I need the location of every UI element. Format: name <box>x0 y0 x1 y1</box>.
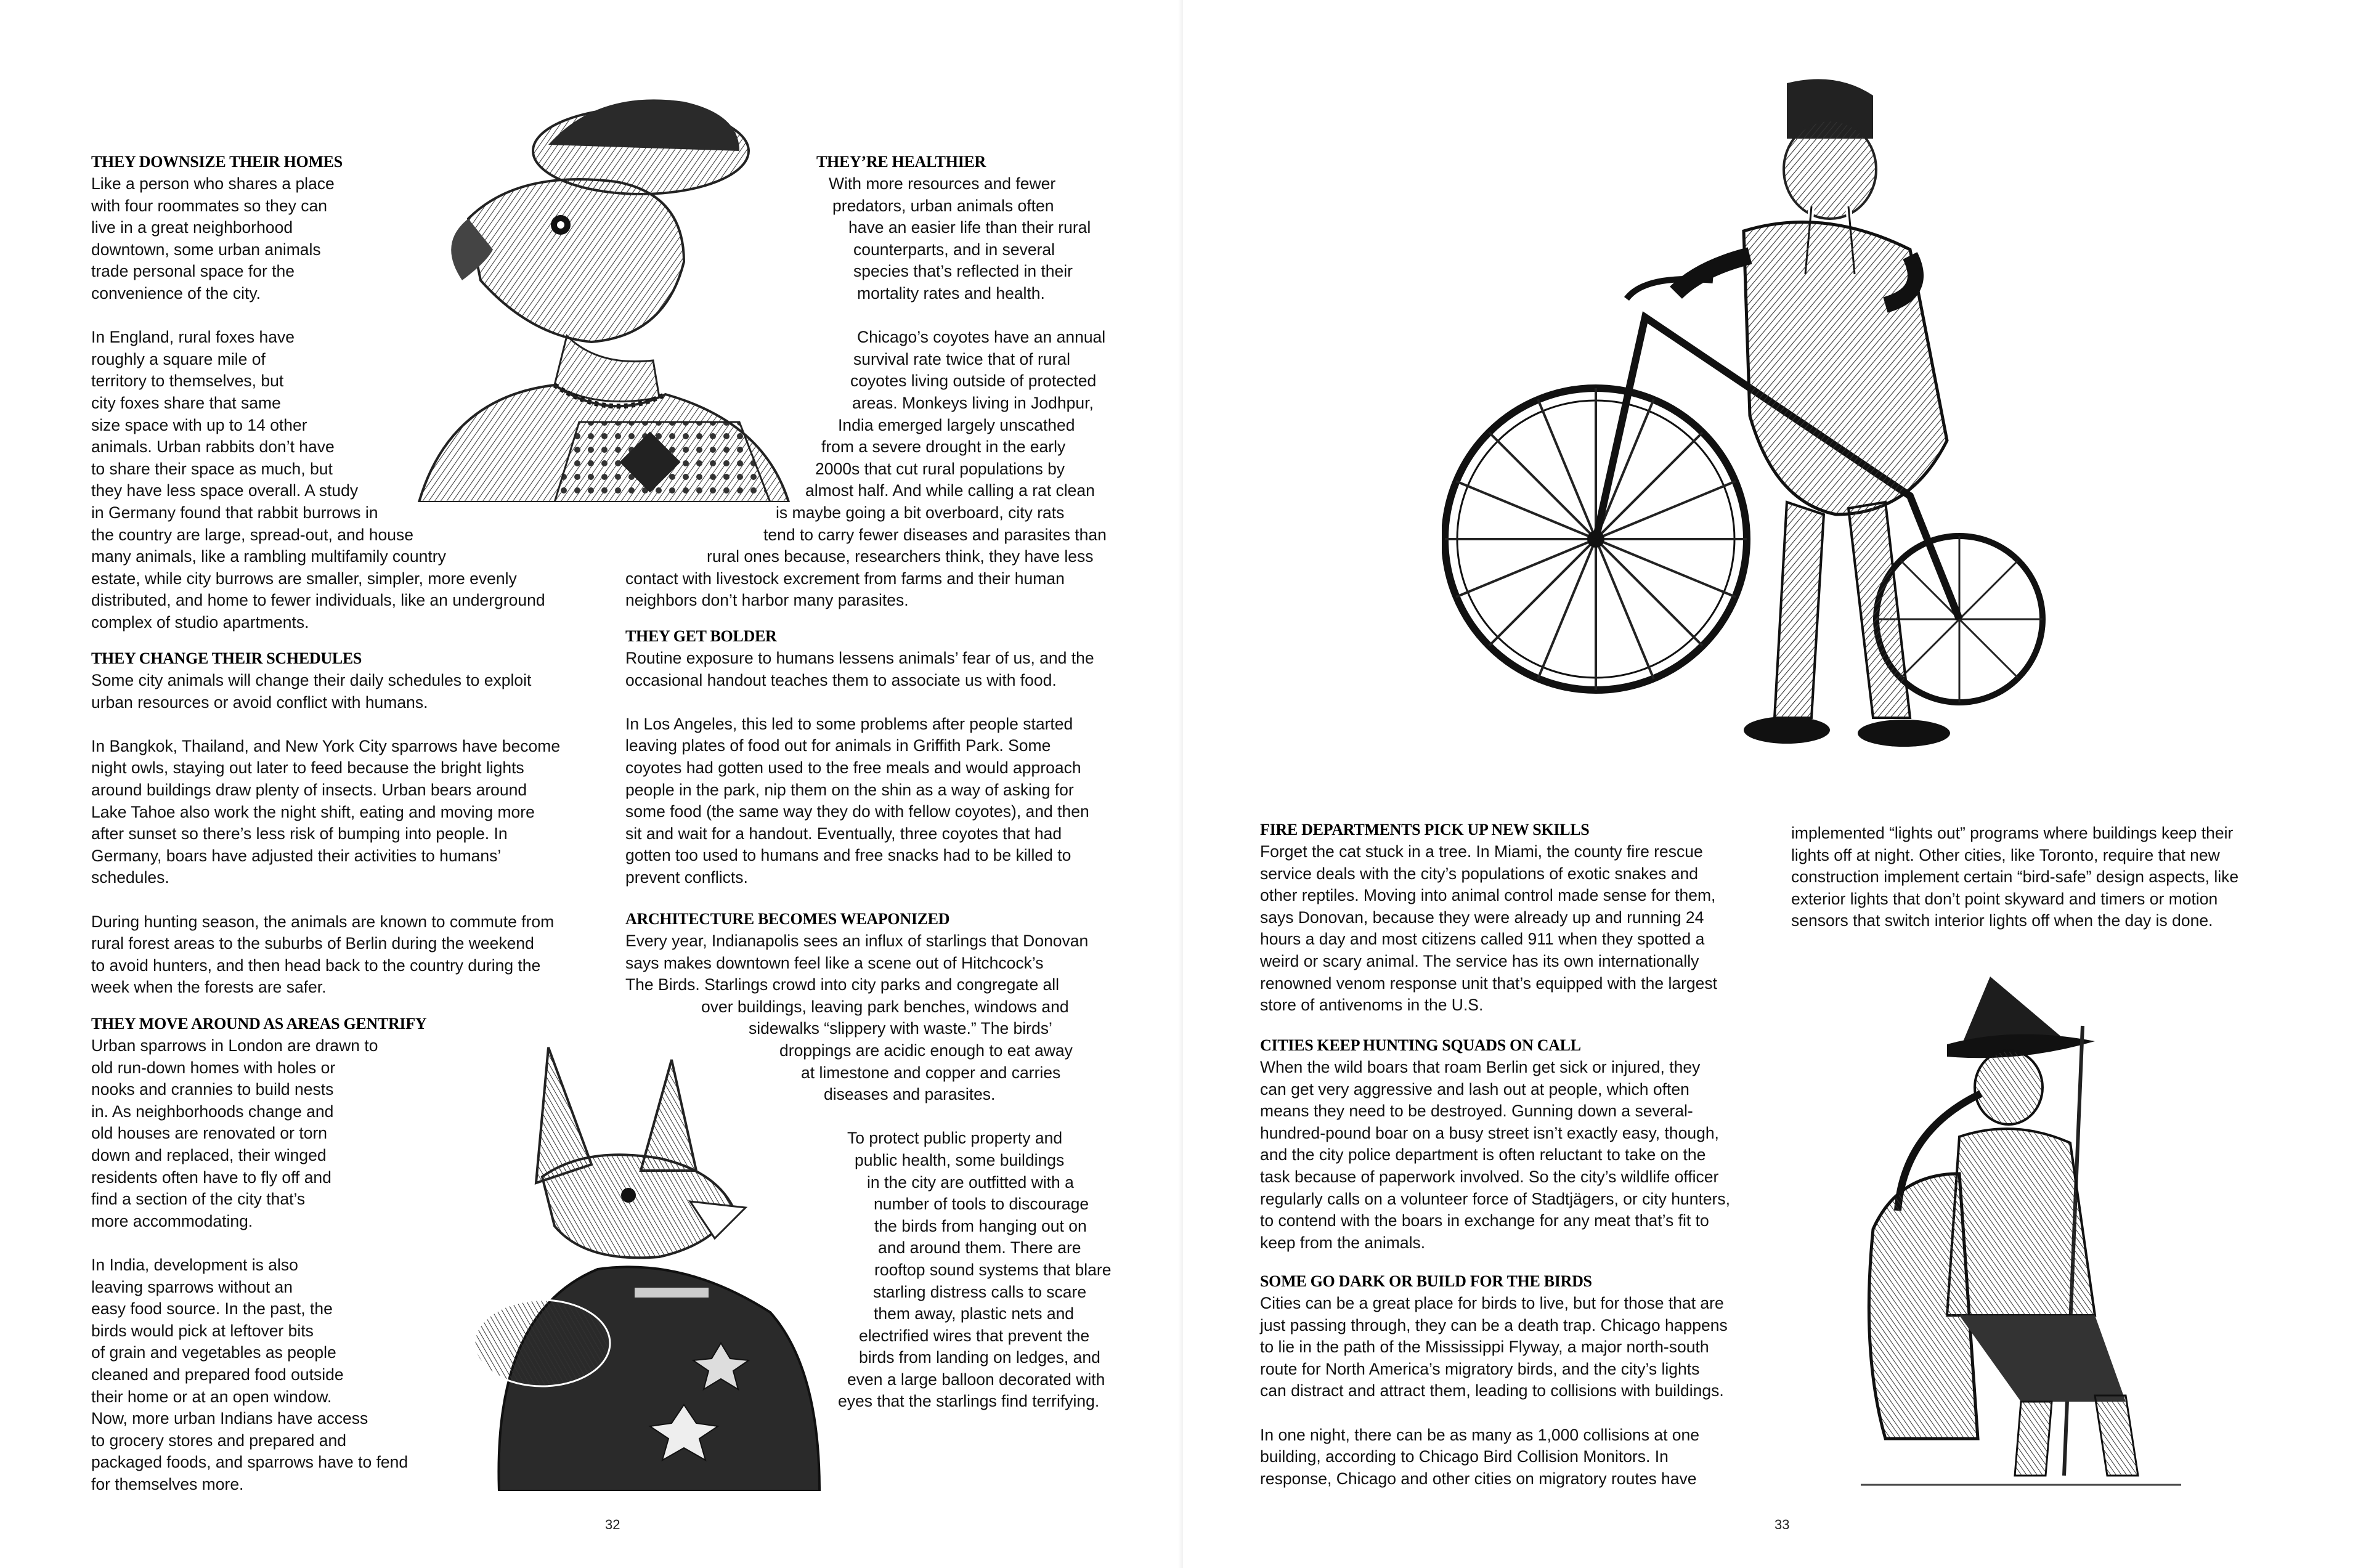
paragraph <box>91 736 560 889</box>
text-line: the country are large, spread-out, and house <box>91 525 413 544</box>
paragraph <box>91 670 560 713</box>
section-heading: FIRE DEPARTMENTS PICK UP NEW SKILLS <box>1260 821 1590 839</box>
text-line: their home or at an open window. <box>91 1387 332 1406</box>
text-line: is maybe going a bit overboard, city rats <box>776 503 1065 522</box>
paragraph <box>625 713 1094 889</box>
section-heading: THEY DOWNSIZE THEIR HOMES <box>91 153 343 171</box>
section-bolder <box>625 626 1094 889</box>
text-line: almost half. And while calling a rat clean <box>805 481 1095 500</box>
paragraph <box>91 911 560 999</box>
text-line: species that’s reflected in their <box>853 262 1073 281</box>
text-line: service deals with the city’s populations of exotic snakes and <box>1260 864 1698 883</box>
text-line: in the city are outfitted with a <box>867 1172 1074 1192</box>
text-line: In Bangkok, Thailand, and New York City sparrows have become <box>91 736 561 755</box>
text-line: survival rate twice that of rural <box>853 349 1070 368</box>
section-heading: THEY MOVE AROUND AS AREAS GENTRIFY <box>91 1015 427 1033</box>
text-line: rural ones because, researchers think, they have less <box>707 547 1094 566</box>
text-line: to grocery stores and prepared and <box>91 1431 346 1450</box>
text-line: of grain and vegetables as people <box>91 1343 336 1362</box>
text-line: areas. Monkeys living in Jodhpur, <box>852 393 1094 412</box>
paragraph <box>91 1035 426 1232</box>
text-line: with four roommates so they can <box>91 196 327 215</box>
text-line: With more resources and fewer <box>829 174 1056 193</box>
text-line: hundred-pound boar on a busy street isn’t exactly easy, though, <box>1260 1123 1719 1142</box>
text-line: in. As neighborhoods change and <box>91 1102 334 1121</box>
text-line: cleaned and prepared food outside <box>91 1365 344 1384</box>
paragraph <box>625 1127 1124 1413</box>
text-line: Forget the cat stuck in a tree. In Miami, the county fire rescue <box>1260 842 1703 861</box>
text-line: exterior lights that don’t point skyward and timers or motion <box>1791 889 2218 908</box>
text-line: construction implement certain “bird-safe” design aspects, like <box>1791 867 2239 887</box>
text-line: the birds from hanging out on <box>874 1216 1087 1235</box>
section-heading: THEY CHANGE THEIR SCHEDULES <box>91 649 362 667</box>
text-line: have an easier life than their rural <box>848 218 1091 237</box>
text-line: says Donovan, because they were already up and running 24 <box>1260 908 1704 927</box>
text-line: To protect public property and <box>847 1129 1063 1148</box>
text-line: In one night, there can be as many as 1,000 collisions at one <box>1260 1425 1700 1444</box>
text-line: Chicago’s coyotes have an annual <box>857 328 1106 347</box>
text-line: electrified wires that prevent the <box>859 1326 1090 1345</box>
paragraph <box>625 327 1124 612</box>
paragraph <box>625 173 1124 305</box>
text-line: size space with up to 14 other <box>91 415 307 434</box>
text-line: more accommodating. <box>91 1211 253 1230</box>
text-line: down and replaced, their winged <box>91 1145 327 1164</box>
text-line: around buildings draw plenty of insects. Urban bears around <box>91 780 527 799</box>
section-heading: ARCHITECTURE BECOMES WEAPONIZED <box>625 910 950 928</box>
text-line: Like a person who shares a place <box>91 174 335 193</box>
text-line: Germany, boars have adjusted their activities to humans’ <box>91 846 502 865</box>
text-line: convenience of the city. <box>91 283 261 303</box>
section-healthier <box>625 152 1124 612</box>
text-line: Cities can be a great place for birds to live, but for those that are <box>1260 1294 1724 1312</box>
text-line: complex of studio apartments. <box>91 612 309 632</box>
text-line: live in a great neighborhood <box>91 218 293 237</box>
text-line: easy food source. In the past, the <box>91 1299 333 1318</box>
section-heading: THEY’RE HEALTHIER <box>816 153 986 171</box>
text-line: contact with livestock excrement from farms and their human <box>625 569 1065 588</box>
text-line: nooks and crannies to build nests <box>91 1080 334 1099</box>
section-downsize <box>91 152 545 633</box>
text-line: Routine exposure to humans lessens animals’ fear of us, and the <box>625 649 1094 667</box>
text-line: says makes downtown feel like a scene out of Hitchcock’s <box>625 953 1044 972</box>
text-line: Some city animals will change their daily schedules to exploit <box>91 671 532 689</box>
paragraph <box>1260 1424 1728 1490</box>
text-line: response, Chicago and other cities on migratory routes have <box>1260 1469 1697 1488</box>
text-line: building, according to Chicago Bird Collision Monitors. In <box>1260 1447 1669 1466</box>
section-heading: CITIES KEEP HUNTING SQUADS ON CALL <box>1260 1036 1581 1054</box>
text-line: people in the park, nip them on the shin as a way of asking for <box>625 780 1074 799</box>
paragraph <box>1260 841 1717 1017</box>
text-line: trade personal space for the <box>91 262 295 281</box>
text-line: diseases and parasites. <box>824 1085 996 1104</box>
text-line: they have less space overall. A study <box>91 481 359 500</box>
text-line: birds would pick at leftover bits <box>91 1321 314 1340</box>
text-line: old houses are renovated or torn <box>91 1124 328 1143</box>
text-line: other reptiles. Moving into animal control made sense for them, <box>1260 886 1716 905</box>
text-line: coyotes had gotten used to the free meals and would approach <box>625 758 1081 777</box>
text-line: implemented “lights out” programs where buildings keep their <box>1791 824 2234 842</box>
text-line: Now, more urban Indians have access <box>91 1409 368 1428</box>
text-line: old run-down homes with holes or <box>91 1058 336 1077</box>
text-line: means they need to be destroyed. Gunning down a several- <box>1260 1102 1693 1121</box>
text-line: sit and wait for a handout. Eventually, three coyotes that had <box>625 824 1062 843</box>
text-line: estate, while city burrows are smaller, simpler, more evenly <box>91 569 517 588</box>
text-line: downtown, some urban animals <box>91 240 321 259</box>
text-line: after sunset so there’s less risk of bumping into people. In <box>91 824 508 843</box>
text-line: to lie in the path of the Mississippi Flyway, a major north-south <box>1260 1338 1709 1357</box>
text-line: gotten too used to humans and free snacks had to be killed to <box>625 846 1071 865</box>
text-line: occasional handout teaches them to associate us with food. <box>625 670 1057 689</box>
ibis-gentleman-illustration <box>1836 970 2218 1494</box>
text-line: to contend with the boars in exchange for any meat that’s fit to <box>1260 1211 1709 1230</box>
text-line: tend to carry fewer diseases and parasites than <box>763 525 1107 544</box>
text-line: residents often have to fly off and <box>91 1168 331 1187</box>
paragraph <box>1791 823 2238 932</box>
paragraph <box>91 327 545 633</box>
text-line: can distract and attract them, leading to collisions with buildings. <box>1260 1381 1724 1400</box>
text-line: to share their space as much, but <box>91 459 333 478</box>
paragraph <box>1260 1293 1728 1402</box>
text-line: week when the forests are safer. <box>91 978 327 997</box>
text-line: Every year, Indianapolis sees an influx of starlings that Donovan <box>625 932 1089 950</box>
paragraph <box>1260 1057 1730 1254</box>
text-line: counterparts, and in several <box>853 240 1055 259</box>
text-line: regularly calls on a volunteer force of Stadtjägers, or city hunters, <box>1260 1189 1730 1208</box>
text-line: India emerged largely unscathed <box>838 415 1075 434</box>
text-line: birds from landing on ledges, and <box>859 1348 1100 1367</box>
text-line: sensors that switch interior lights off when the day is done. <box>1791 911 2213 930</box>
text-line: In India, development is also <box>91 1255 298 1274</box>
text-line: keep from the animals. <box>1260 1233 1426 1252</box>
text-line: starling distress calls to scare <box>873 1282 1087 1301</box>
text-line: In England, rural foxes have <box>91 328 295 347</box>
text-line: renowned venom response unit that’s equipped with the largest <box>1260 973 1717 993</box>
text-line: leaving sparrows without an <box>91 1277 293 1296</box>
text-line: lights off at night. Other cities, like Toronto, require that new <box>1791 845 2220 864</box>
page-number: 32 <box>605 1517 620 1532</box>
text-line: Urban sparrows in London are drawn to <box>91 1036 378 1055</box>
text-line: When the wild boars that roam Berlin get sick or injured, they <box>1260 1058 1701 1076</box>
text-line: can get very aggressive and lash out at people, which often <box>1260 1079 1689 1099</box>
text-line: In Los Angeles, this led to some problems after people started <box>625 714 1073 733</box>
text-line: predators, urban animals often <box>832 196 1054 215</box>
text-line: find a section of the city that’s <box>91 1190 306 1209</box>
text-line: at limestone and copper and carries <box>801 1063 1061 1082</box>
text-line: number of tools to discourage <box>874 1195 1089 1214</box>
text-line: urban resources or avoid conflict with humans. <box>91 693 428 712</box>
text-line: neighbors don’t harbor many parasites. <box>625 591 909 610</box>
text-line: and the city police department is often reluctant to take on the <box>1260 1145 1706 1164</box>
text-line: many animals, like a rambling multifamily country <box>91 547 446 566</box>
text-line: mortality rates and health. <box>857 283 1045 303</box>
text-line: night owls, staying out later to feed because the bright lights <box>91 758 524 778</box>
text-line: territory to themselves, but <box>91 372 284 391</box>
paragraph <box>625 930 1124 1106</box>
text-line: The Birds. Starlings crowd into city parks and congregate all <box>625 975 1060 994</box>
text-line: packaged foods, and sparrows have to fend <box>91 1453 409 1472</box>
text-line: During hunting season, the animals are known to commute from <box>91 912 555 931</box>
paragraph <box>91 1254 426 1496</box>
text-line: coyotes living outside of protected <box>850 372 1097 391</box>
text-line: sidewalks “slippery with waste.” The birds’ <box>749 1019 1052 1038</box>
right-page <box>1183 0 2366 1568</box>
paragraph <box>625 648 1094 691</box>
page-number: 33 <box>1774 1517 1790 1532</box>
text-line: 2000s that cut rural populations by <box>815 459 1065 478</box>
text-line: roughly a square mile of <box>91 349 266 368</box>
text-line: in Germany found that rabbit burrows in <box>91 503 378 522</box>
paragraph <box>91 173 545 305</box>
section-hunting <box>1260 1035 1730 1254</box>
text-line: and around them. There are <box>878 1238 1081 1257</box>
text-line: prevent conflicts. <box>625 867 748 887</box>
text-line: droppings are acidic enough to eat away <box>779 1041 1073 1060</box>
text-line: even a large balloon decorated with <box>847 1370 1105 1389</box>
text-line: schedules. <box>91 868 169 887</box>
section-dark <box>1260 1271 1728 1490</box>
text-line: Lake Tahoe also work the night shift, eating and moving more <box>91 802 535 821</box>
text-line: store of antivenoms in the U.S. <box>1260 996 1484 1015</box>
text-line: some food (the same way they do with fellow coyotes), and then <box>625 802 1089 821</box>
text-line: rooftop sound systems that blare <box>874 1260 1112 1279</box>
text-line: just passing through, they can be a death trap. Chicago happens <box>1260 1315 1728 1334</box>
text-line: city foxes share that same <box>91 393 281 412</box>
text-line: over buildings, leaving park benches, windows and <box>701 997 1069 1016</box>
text-line: from a severe drought in the early <box>821 437 1066 457</box>
text-line: task because of paperwork involved. So the city’s wildlife officer <box>1260 1167 1719 1186</box>
text-line: for themselves more. <box>91 1474 244 1493</box>
text-line: rural forest areas to the suburbs of Berlin during the weekend <box>91 934 534 953</box>
text-line: leaving plates of food out for animals in Griffith Park. Some <box>625 736 1051 755</box>
text-line: public health, some buildings <box>855 1150 1065 1169</box>
text-line: eyes that the starlings find terrifying. <box>838 1392 1100 1411</box>
section-weaponized <box>625 909 1124 1413</box>
text-line: them away, plastic nets and <box>874 1304 1075 1323</box>
section-heading: THEY GET BOLDER <box>625 627 777 645</box>
text-line: distributed, and home to fewer individuals, like an underground <box>91 591 545 610</box>
text-line: to avoid hunters, and then head back to the country during the <box>91 956 541 975</box>
text-line: route for North America’s migratory birds, and the city’s lights <box>1260 1359 1700 1378</box>
section-dark-continued <box>1791 823 2238 932</box>
section-gentrify <box>91 1014 426 1495</box>
text-line: animals. Urban rabbits don’t have <box>91 437 335 457</box>
text-line: weird or scary animal. The service has its own internationally <box>1260 951 1699 970</box>
walrus-with-bicycle-illustration <box>1442 71 2052 767</box>
text-line: hours a day and most citizens called 911 when they spotted a <box>1260 930 1705 949</box>
section-schedules <box>91 648 560 999</box>
section-fire <box>1260 819 1717 1017</box>
section-heading: SOME GO DARK OR BUILD FOR THE BIRDS <box>1260 1272 1592 1290</box>
